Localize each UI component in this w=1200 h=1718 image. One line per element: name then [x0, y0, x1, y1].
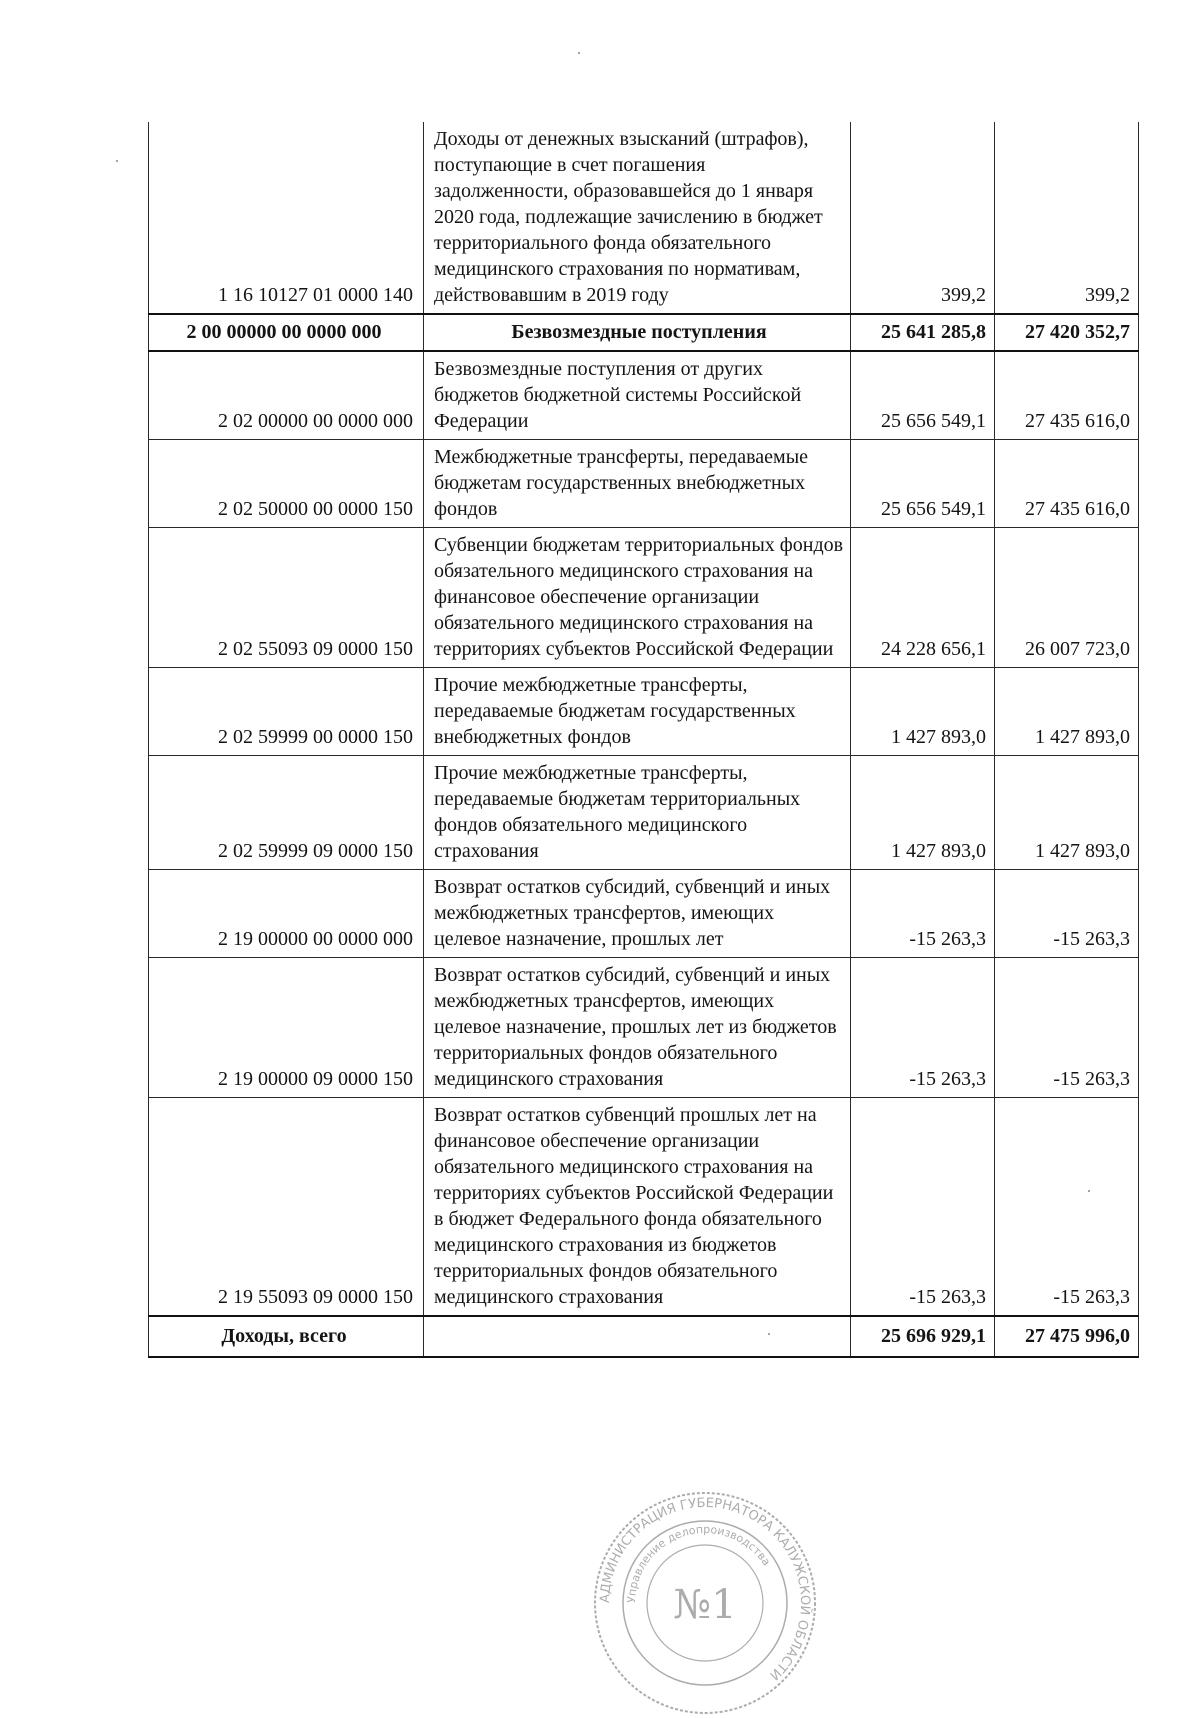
stamp-outer-text: АДМИНИСТРАЦИЯ ГУБЕРНАТОРА КАЛУЖСКОЙ ОБЛАСТИ — [597, 1495, 813, 1683]
table-row — [149, 1098, 1139, 1317]
budget-income-table — [148, 122, 1139, 1358]
description-cell: Доходы от денежных взысканий (штрафов), поступающие в счет погашения задолженности, образовавшейся до 1 января 2020 года, подлежащие зачислению в бюджет территориального фонда обязательного медицинского страхования по нормативам, действовавшим в 2019 году — [424, 122, 851, 314]
total-value-year-2-cell: 27 475 996,0 — [995, 1316, 1139, 1357]
table-row — [149, 756, 1139, 870]
kbk-code-cell: 2 02 50000 00 0000 150 — [149, 440, 424, 528]
description-cell: Возврат остатков субсидий, субвенций и иных межбюджетных трансфертов, имеющих целевое назначение, прошлых лет — [424, 870, 851, 958]
total-value-year-1-cell: 25 696 929,1 — [851, 1316, 995, 1357]
table-row — [149, 958, 1139, 1098]
value-year-1-cell: 24 228 656,1 — [851, 528, 995, 668]
value-year-2-cell: 27 435 616,0 — [995, 440, 1139, 528]
total-description-cell — [424, 1316, 851, 1357]
table-row — [149, 314, 1139, 351]
kbk-code-cell: 2 02 59999 00 0000 150 — [149, 668, 424, 756]
value-year-2-cell: 26 007 723,0 — [995, 528, 1139, 668]
value-year-1-cell: 25 656 549,1 — [851, 351, 995, 440]
table-total-row — [149, 1316, 1139, 1357]
value-year-2-cell: 1 427 893,0 — [995, 668, 1139, 756]
scan-speck — [1088, 1190, 1090, 1192]
table-row — [149, 122, 1139, 314]
scan-speck — [768, 1333, 770, 1335]
value-year-1-cell: 1 427 893,0 — [851, 668, 995, 756]
value-year-1-cell: -15 263,3 — [851, 958, 995, 1098]
value-year-2-cell: 27 420 352,7 — [995, 314, 1139, 351]
total-label-cell: Доходы, всего — [149, 1316, 424, 1357]
value-year-2-cell: 399,2 — [995, 122, 1139, 314]
description-cell: Прочие межбюджетные трансферты, передаваемые бюджетам территориальных фондов обязательного медицинского страхования — [424, 756, 851, 870]
description-cell: Субвенции бюджетам территориальных фондов обязательного медицинского страхования на финансовое обеспечение организации обязательного медицинского страхования на территориях субъектов Российской Федерации — [424, 528, 851, 668]
table-row — [149, 668, 1139, 756]
scan-speck — [578, 52, 580, 54]
table-row — [149, 351, 1139, 440]
table-row — [149, 528, 1139, 668]
table-body — [149, 122, 1139, 1357]
kbk-code-cell: 2 19 55093 09 0000 150 — [149, 1098, 424, 1317]
kbk-code-cell: 1 16 10127 01 0000 140 — [149, 122, 424, 314]
table-row — [149, 440, 1139, 528]
stamp-center-number: №1 — [673, 1582, 737, 1628]
stamp-inner-text: Управление делопроизводства — [624, 1522, 774, 1604]
value-year-2-cell: 1 427 893,0 — [995, 756, 1139, 870]
kbk-code-cell: 2 00 00000 00 0000 000 — [149, 314, 424, 351]
official-stamp — [590, 1488, 820, 1718]
value-year-1-cell: 25 641 285,8 — [851, 314, 995, 351]
value-year-2-cell: 27 435 616,0 — [995, 351, 1139, 440]
value-year-1-cell: -15 263,3 — [851, 1098, 995, 1317]
description-cell: Прочие межбюджетные трансферты, передаваемые бюджетам государственных внебюджетных фондов — [424, 668, 851, 756]
description-cell: Безвозмездные поступления — [424, 314, 851, 351]
table-row — [149, 870, 1139, 958]
value-year-1-cell: 1 427 893,0 — [851, 756, 995, 870]
value-year-2-cell: -15 263,3 — [995, 1098, 1139, 1317]
kbk-code-cell: 2 02 59999 09 0000 150 — [149, 756, 424, 870]
kbk-code-cell: 2 19 00000 00 0000 000 — [149, 870, 424, 958]
value-year-2-cell: -15 263,3 — [995, 870, 1139, 958]
value-year-1-cell: 25 656 549,1 — [851, 440, 995, 528]
value-year-1-cell: 399,2 — [851, 122, 995, 314]
kbk-code-cell: 2 02 00000 00 0000 000 — [149, 351, 424, 440]
value-year-2-cell: -15 263,3 — [995, 958, 1139, 1098]
description-cell: Безвозмездные поступления от других бюджетов бюджетной системы Российской Федерации — [424, 351, 851, 440]
kbk-code-cell: 2 19 00000 09 0000 150 — [149, 958, 424, 1098]
description-cell: Возврат остатков субсидий, субвенций и иных межбюджетных трансфертов, имеющих целевое назначение, прошлых лет из бюджетов территориальных фондов обязательного медицинского страхования — [424, 958, 851, 1098]
description-cell: Межбюджетные трансферты, передаваемые бюджетам государственных внебюджетных фондов — [424, 440, 851, 528]
kbk-code-cell: 2 02 55093 09 0000 150 — [149, 528, 424, 668]
value-year-1-cell: -15 263,3 — [851, 870, 995, 958]
scan-speck — [116, 160, 118, 162]
description-cell: Возврат остатков субвенций прошлых лет на финансовое обеспечение организации обязательного медицинского страхования на территориях субъектов Российской Федерации в бюджет Федерального фонда обязательного медицинского страхования из бюджетов территориальных фондов обязательного медицинского страхования — [424, 1098, 851, 1317]
